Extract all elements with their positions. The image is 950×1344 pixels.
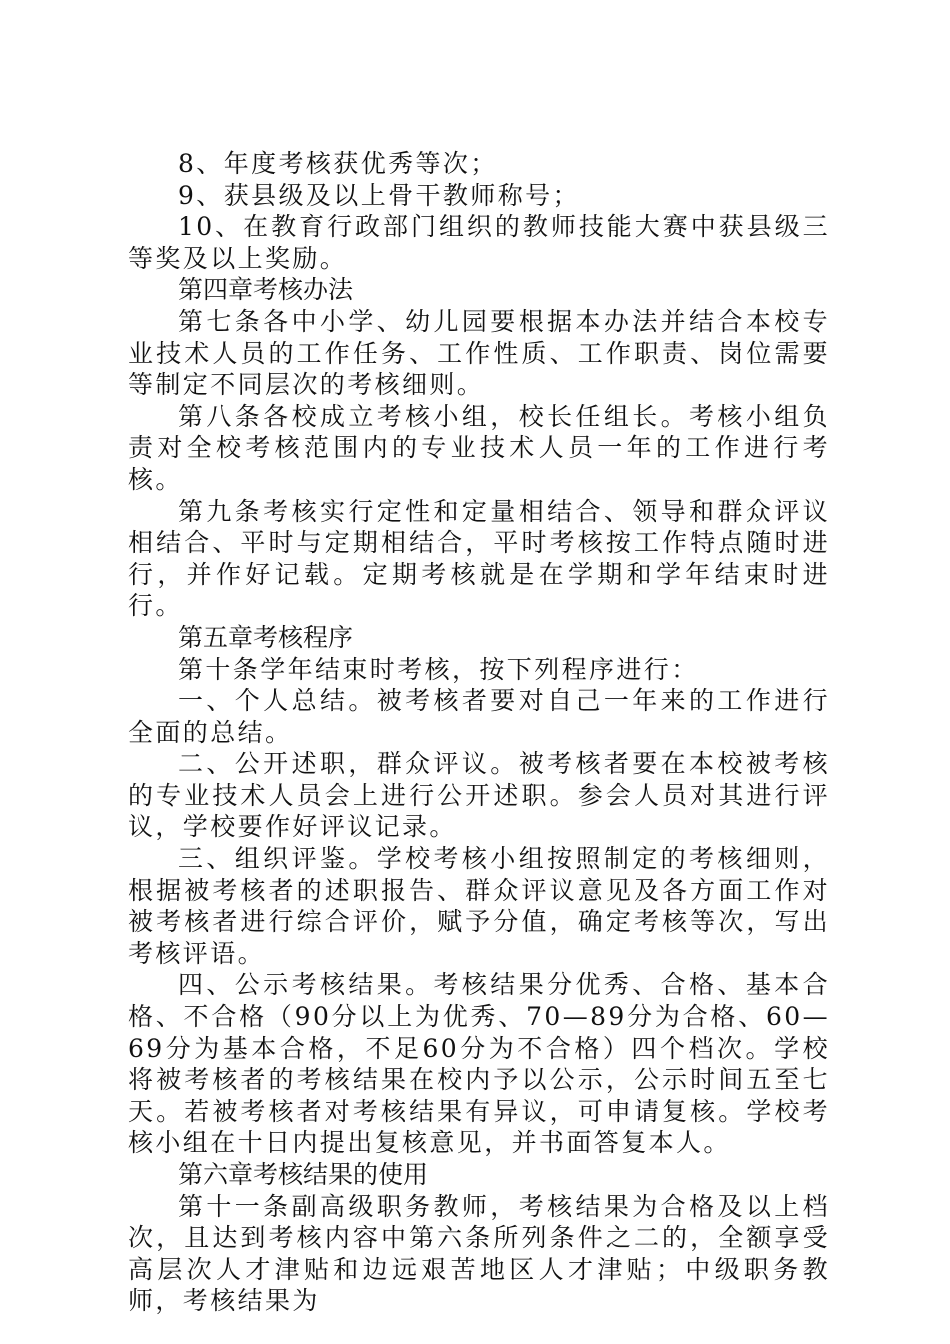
article-paragraph: 第七条各中小学、幼儿园要根据本办法并结合本校专业技术人员的工作任务、工作性质、工作职责、岗位需要等制定不同层次的考核细则。 bbox=[128, 306, 830, 400]
procedure-step: 一、个人总结。被考核者要对自己一年来的工作进行全面的总结。 bbox=[128, 686, 830, 747]
procedure-step: 二、公开述职，群众评议。被考核者要在本校被考核的专业技术人员会上进行公开述职。参会人员对其进行评议，学校要作好评议记录。 bbox=[128, 749, 830, 842]
procedure-step: 四、公示考核结果。考核结果分优秀、合格、基本合格、不合格（90分以上为优秀、70—89分为合格、60—69分为基本合格，不足60分为不合格）四个档次。学校将被考核者的考核结果在校内予以公示，公示时间五至七天。若被考核者对考核结果有异议，可申请复核。学校考核小组在十日内提出复核意见，并书面答复本人。 bbox=[128, 970, 830, 1158]
article-paragraph: 第八条各校成立考核小组，校长任组长。考核小组负责对全校考核范围内的专业技术人员一年的工作进行考核。 bbox=[128, 401, 830, 494]
document-page bbox=[128, 148, 830, 1317]
list-item: 10、在教育行政部门组织的教师技能大赛中获县级三等奖及以上奖励。 bbox=[128, 212, 830, 273]
procedure-step: 三、组织评鉴。学校考核小组按照制定的考核细则，根据被考核者的述职报告、群众评议意见及各方面工作对被考核者进行综合评价，赋予分值，确定考核等次，写出考核评语。 bbox=[128, 844, 830, 968]
article-paragraph: 第十条学年结束时考核，按下列程序进行： bbox=[178, 654, 699, 684]
article-paragraph: 第九条考核实行定性和定量相结合、领导和群众评议相结合、平时与定期相结合，平时考核按工作特点随时进行，并作好记载。定期考核就是在学期和学年结束时进行。 bbox=[128, 496, 830, 621]
chapter-heading: 第五章考核程序 bbox=[178, 622, 354, 652]
chapter-heading: 第四章考核办法 bbox=[178, 275, 354, 305]
chapter-heading: 第六章考核结果的使用 bbox=[178, 1160, 429, 1189]
list-item: 9、获县级及以上骨干教师称号； bbox=[178, 180, 580, 210]
list-item: 8、年度考核获优秀等次； bbox=[178, 149, 498, 178]
article-paragraph: 第十一条副高级职务教师，考核结果为合格及以上档次，且达到考核内容中第六条所列条件之二的，全额享受高层次人才津贴和边远艰苦地区人才津贴；中级职务教师，考核结果为 bbox=[128, 1191, 830, 1316]
